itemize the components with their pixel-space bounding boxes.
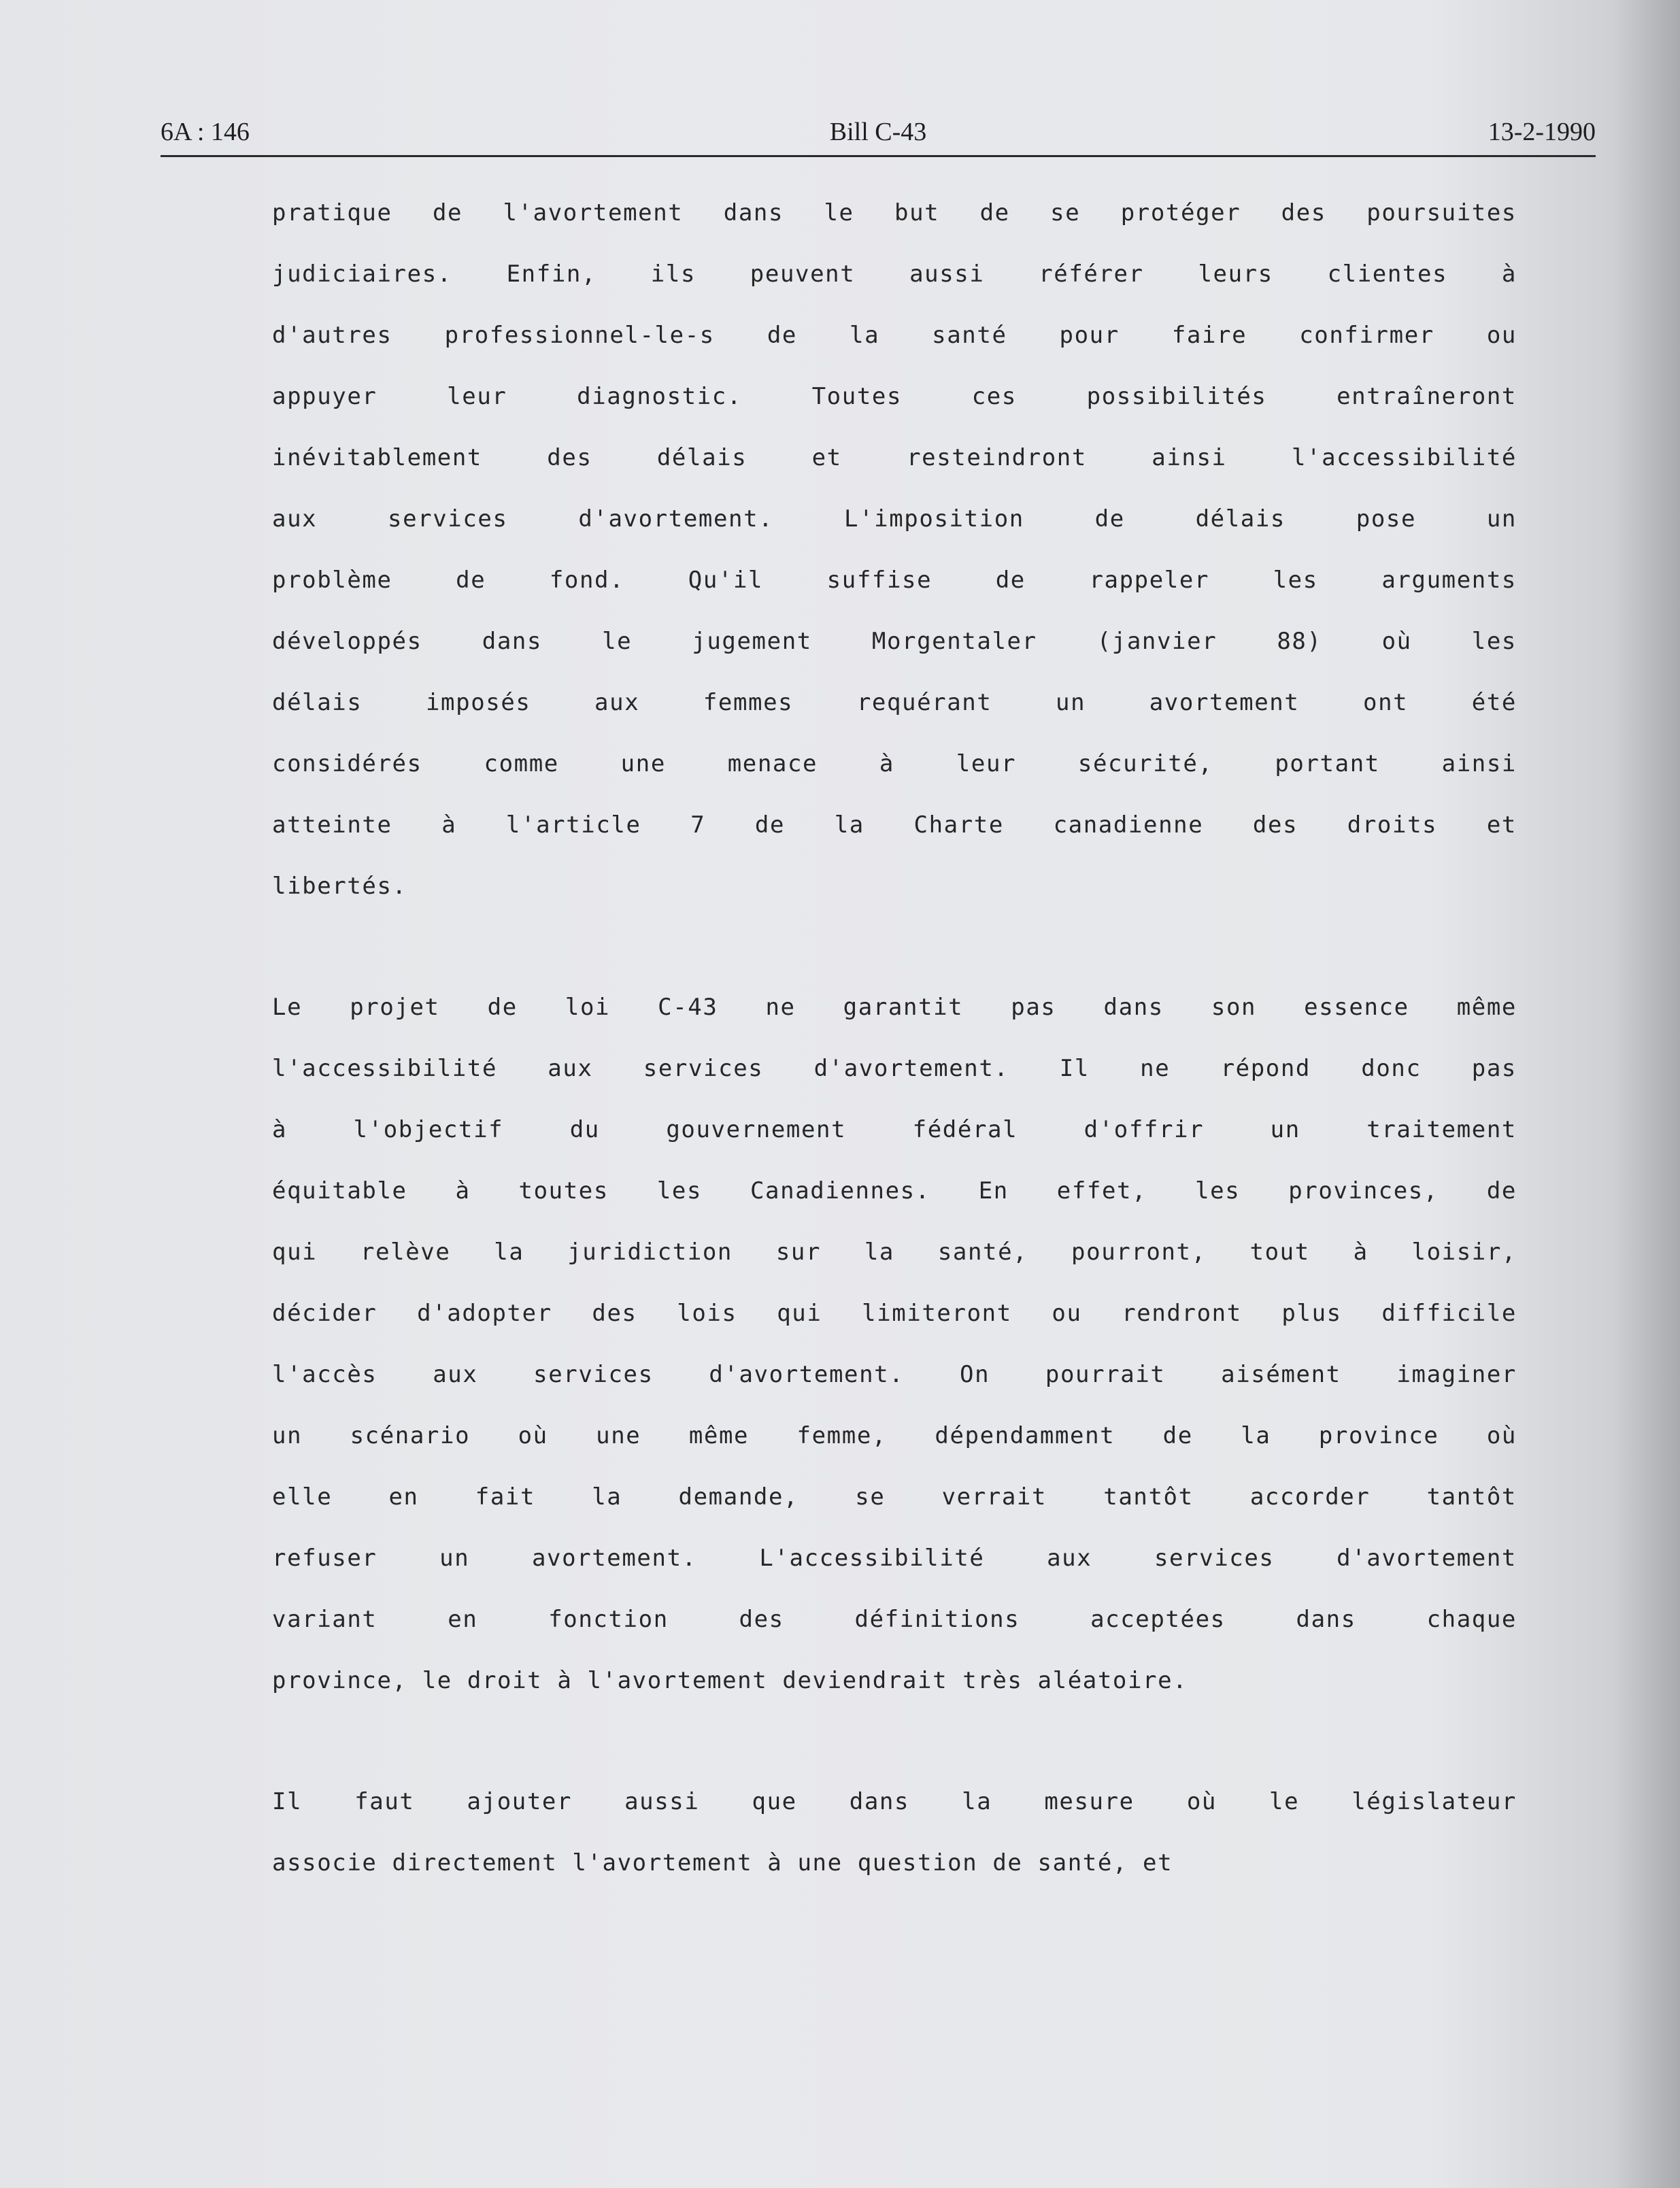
- text-line: qui relève la juridiction sur la santé, pourront, tout à loisir,: [272, 1239, 1517, 1266]
- text-line: un scénario où une même femme, dépendamment de la province où: [272, 1422, 1517, 1449]
- text-line: l'accessibilité aux services d'avortement. Il ne répond donc pas: [272, 1055, 1517, 1082]
- text-line: équitable à toutes les Canadiennes. En effet, les provinces, de: [272, 1177, 1517, 1205]
- header-date: 13-2-1990: [1488, 118, 1596, 146]
- text-line: délais imposés aux femmes requérant un avortement ont été: [272, 689, 1517, 716]
- document-body: [272, 192, 1517, 1903]
- paragraph-break: [272, 926, 1517, 986]
- paragraph: [272, 192, 1517, 926]
- text-line: décider d'adopter des lois qui limiteront ou rendront plus difficile: [272, 1300, 1517, 1327]
- text-line: variant en fonction des définitions acceptées dans chaque: [272, 1606, 1517, 1633]
- text-line: développés dans le jugement Morgentaler (janvier 88) où les: [272, 628, 1517, 655]
- text-line: elle en fait la demande, se verrait tantôt accorder tantôt: [272, 1483, 1517, 1511]
- text-line: Il faut ajouter aussi que dans la mesure où le législateur: [272, 1788, 1517, 1815]
- text-line: province, le droit à l'avortement deviendrait très aléatoire.: [272, 1667, 1188, 1694]
- page-folio: 6A : 146: [161, 118, 250, 146]
- paragraph: [272, 986, 1517, 1721]
- text-line: associe directement l'avortement à une question de santé, et: [272, 1849, 1173, 1876]
- text-line: l'accès aux services d'avortement. On pourrait aisément imaginer: [272, 1361, 1517, 1388]
- text-line: appuyer leur diagnostic. Toutes ces possibilités entraîneront: [272, 383, 1517, 410]
- text-line: judiciaires. Enfin, ils peuvent aussi référer leurs clientes à: [272, 260, 1517, 288]
- text-line: pratique de l'avortement dans le but de se protéger des poursuites: [272, 199, 1517, 226]
- text-line: atteinte à l'article 7 de la Charte canadienne des droits et: [272, 811, 1517, 839]
- text-line: d'autres professionnel-le-s de la santé pour faire confirmer ou: [272, 322, 1517, 349]
- paragraph: [272, 1781, 1517, 1903]
- text-line: considérés comme une menace à leur sécurité, portant ainsi: [272, 750, 1517, 777]
- paragraph-break: [272, 1721, 1517, 1781]
- text-line: aux services d'avortement. L'imposition de délais pose un: [272, 505, 1517, 533]
- text-line: problème de fond. Qu'il suffise de rappeler les arguments: [272, 567, 1517, 594]
- running-header: [161, 113, 1596, 157]
- text-line: Le projet de loi C-43 ne garantit pas dans son essence même: [272, 994, 1517, 1021]
- text-line: refuser un avortement. L'accessibilité aux services d'avortement: [272, 1545, 1517, 1572]
- text-line: libertés.: [272, 873, 407, 900]
- bill-title: Bill C-43: [829, 118, 927, 146]
- text-line: inévitablement des délais et resteindront ainsi l'accessibilité: [272, 444, 1517, 471]
- text-line: à l'objectif du gouvernement fédéral d'offrir un traitement: [272, 1116, 1517, 1143]
